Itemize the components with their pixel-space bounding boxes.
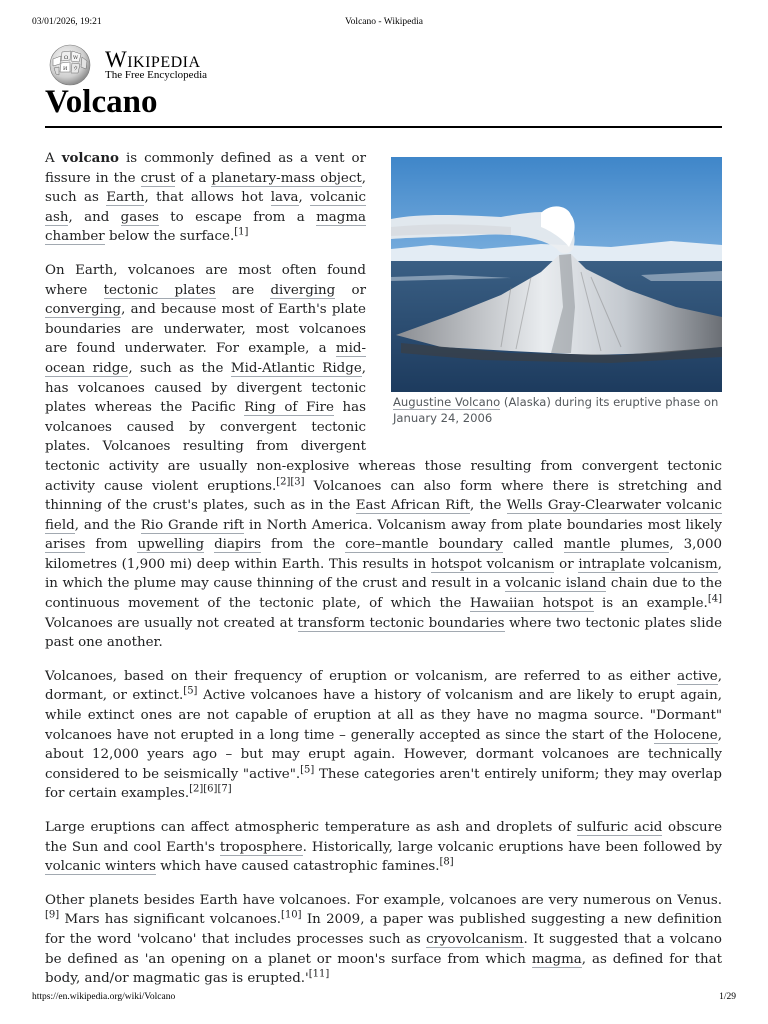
link-mantle-plumes[interactable]: mantle plumes <box>563 537 670 553</box>
link-gases[interactable]: gases <box>120 209 159 225</box>
text-run: from the <box>261 537 346 553</box>
link-converging[interactable]: converging <box>45 302 122 318</box>
text-run: , <box>298 190 311 206</box>
svg-text:Ω: Ω <box>64 55 69 61</box>
print-header <box>32 17 736 29</box>
text-run: , and the <box>74 517 141 533</box>
link-mid-ocean-ridge[interactable]: mid-ocean ridge <box>45 341 366 376</box>
citation-link[interactable]: [1] <box>234 226 249 238</box>
citation-link[interactable]: [2] <box>276 476 291 488</box>
text-run: , has volcanoes caused by divergent tectonic plates whereas the Pacific <box>45 360 367 416</box>
link-cryovolcanism[interactable]: cryovolcanism <box>426 931 524 947</box>
bold-term: volcano <box>61 150 119 166</box>
link-sulfuric-acid[interactable]: sulfuric acid <box>576 820 663 835</box>
link-planetary-mass-object[interactable]: planetary-mass object <box>211 170 362 186</box>
text-run: , the <box>470 498 507 514</box>
citation-link[interactable]: [4] <box>707 593 722 605</box>
page-title: Volcano <box>45 84 158 120</box>
text-run: . Historically, large volcanic eruptions have been followed by <box>302 839 722 855</box>
citation <box>300 764 314 775</box>
text-run: Large eruptions can affect atmospheric temperature as ash and droplets of <box>45 820 577 835</box>
link-hotspot-volcanism[interactable]: hotspot volcanism <box>430 556 555 572</box>
citation <box>183 686 197 697</box>
citation <box>276 476 290 487</box>
citation <box>440 857 454 868</box>
link-rio-grande-rift[interactable]: Rio Grande rift <box>140 517 245 533</box>
link-tectonic-plates[interactable]: tectonic plates <box>103 282 216 298</box>
link-magma[interactable]: magma <box>531 951 582 967</box>
text-run: are <box>215 282 271 298</box>
text-run: obscure the Sun and cool Earth's <box>45 820 722 855</box>
citation-link[interactable]: [8] <box>439 856 454 868</box>
caption-link-augustine-volcano[interactable]: Augustine Volcano <box>393 395 501 409</box>
citation-link[interactable]: [6] <box>203 783 218 795</box>
print-footer <box>32 992 736 1004</box>
print-page-title: Volcano - Wikipedia <box>345 17 423 27</box>
link-diapirs[interactable]: diapirs <box>214 537 262 553</box>
image-caption <box>391 394 722 426</box>
title-divider <box>45 126 722 128</box>
citation <box>234 227 248 238</box>
text-run: On Earth, volcanoes are most often found where <box>45 262 366 298</box>
text-run: , and <box>68 209 121 225</box>
paragraph-3 <box>45 667 722 804</box>
link-diverging[interactable]: diverging <box>270 282 336 298</box>
text-run: is an example. <box>593 596 708 612</box>
citation <box>217 784 231 795</box>
citation-link[interactable]: [2] <box>189 783 204 795</box>
svg-text:И: И <box>63 66 68 72</box>
text-run: which have caused catastrophic famines. <box>156 859 440 875</box>
link-active[interactable]: active <box>677 668 718 684</box>
svg-text:ウ: ウ <box>73 66 79 72</box>
link-crust[interactable]: crust <box>140 170 176 186</box>
link-troposphere[interactable]: troposphere <box>219 839 303 855</box>
text-run: , that allows hot <box>144 190 271 206</box>
wikipedia-wordmark: Wikipedia <box>105 47 201 72</box>
text-run: where two tectonic plates slide past one another. <box>45 615 722 651</box>
citation-link[interactable]: [5] <box>183 685 198 697</box>
link-ring-of-fire[interactable]: Ring of Fire <box>244 400 334 416</box>
text-run: or <box>335 282 366 298</box>
print-datetime: 03/01/2026, 19:21 <box>32 17 102 27</box>
article-body <box>45 149 722 1003</box>
text-run: Active volcanoes have a history of volcanism and are likely to erupt again, while extinct ones are not capable of eruption at all as they have no magma source. "Dormant" volcanoes have not erupted in a long time – generally accepted as since the start of the <box>45 688 722 743</box>
wikipedia-tagline: The Free Encyclopedia <box>105 69 208 81</box>
paragraph-5 <box>45 891 722 989</box>
text-run: , and because most of Earth's plate boundaries are underwater, most volcanoes are found underwater. For example, a <box>45 302 366 357</box>
wikipedia-globe-icon <box>45 43 95 87</box>
link-volcanic-island[interactable]: volcanic island <box>505 576 607 592</box>
text-run: to escape from a <box>158 209 317 225</box>
link-holocene[interactable]: Holocene <box>653 727 718 743</box>
caption-text: (Alaska) during its eruptive phase on January 24, 2006 <box>393 395 719 425</box>
link-arises[interactable]: arises <box>45 537 86 553</box>
text-run: or <box>554 556 579 572</box>
text-run: is commonly defined as a vent or fissure in the <box>45 151 366 186</box>
text-run: Volcanoes can also form where there is stretching and thinning of the crust's plates, such as in the <box>45 478 722 514</box>
text-run: , such as the <box>128 360 231 376</box>
text-run: , dormant, or extinct. <box>45 668 722 704</box>
citation <box>708 594 722 605</box>
link-core-mantle-boundary[interactable]: core–mantle boundary <box>345 537 503 553</box>
citation <box>290 476 304 487</box>
link-volcanic-winters[interactable]: volcanic winters <box>45 859 157 875</box>
link-magma-chamber[interactable]: magma chamber <box>45 209 367 245</box>
text-run: below the surface. <box>104 229 235 245</box>
citation <box>189 784 203 795</box>
link-east-african-rift[interactable]: East African Rift <box>355 498 471 514</box>
citation <box>281 910 302 921</box>
citation <box>309 969 330 980</box>
text-run: These categories aren't entirely uniform; they may overlap for certain examples. <box>45 766 722 802</box>
text-run: In 2009, a paper was published suggesting a new definition for the word 'volcano' that includes processes such as <box>45 912 722 947</box>
text-run <box>204 537 214 552</box>
link-wells-gray-clearwater-volcanic-field[interactable]: Wells Gray-Clearwater volcanic field <box>45 498 723 533</box>
text-run: chain due to the continuous movement of the tectonic plate, of which the <box>45 576 722 612</box>
citation-link[interactable]: [3] <box>290 476 305 488</box>
citation-link[interactable]: [11] <box>308 968 330 980</box>
citation-link[interactable]: [7] <box>217 783 232 795</box>
svg-text:W: W <box>73 55 79 61</box>
text-run: , in which the plume may cause thinning of the crust and result in a <box>45 556 722 592</box>
citation-link[interactable]: [10] <box>281 909 302 921</box>
text-run: Other planets besides Earth have volcanoes. For example, volcanoes are very numerous on Venus. <box>45 892 722 908</box>
print-url: https://en.wikipedia.org/wiki/Volcano <box>32 992 176 1002</box>
infobox-image <box>391 157 722 426</box>
text-run: Volcanoes are usually not created at <box>45 615 298 631</box>
text-run: Mars has significant volcanoes. <box>59 912 282 928</box>
link-volcanic-ash[interactable]: volcanic ash <box>45 190 366 225</box>
link-lava[interactable]: lava <box>270 190 299 206</box>
citation-link[interactable]: [9] <box>45 909 60 921</box>
link-upwelling[interactable]: upwelling <box>137 537 205 553</box>
text-run: in North America. Volcanism away from plate boundaries most likely <box>244 517 722 533</box>
text-run: , about 12,000 years ago – but may erupt again. However, dormant volcanoes are technically considered to be seismically "active". <box>45 727 722 782</box>
text-run: , 3,000 kilometres (1,900 mi) deep within Earth. This results in <box>45 537 722 572</box>
text-run: of a <box>175 170 212 186</box>
text-run: , as defined for that body, and/or magmatic gas is erupted.' <box>45 951 722 987</box>
link-intraplate-volcanism[interactable]: intraplate volcanism <box>578 556 718 572</box>
text-run: Volcanoes, based on their frequency of eruption or volcanism, are referred to as either <box>45 668 678 684</box>
text-run: called <box>502 537 564 553</box>
link-earth[interactable]: Earth <box>106 190 145 206</box>
citation <box>203 784 217 795</box>
link-transform-tectonic-boundaries[interactable]: transform tectonic boundaries <box>297 615 505 631</box>
link-mid-atlantic-ridge[interactable]: Mid-Atlantic Ridge <box>230 360 362 376</box>
text-run: from <box>85 537 138 553</box>
link-hawaiian-hotspot[interactable]: Hawaiian hotspot <box>469 596 594 612</box>
text-run: , such as <box>45 170 367 206</box>
citation-link[interactable]: [5] <box>300 764 315 776</box>
augustine-volcano-photo[interactable] <box>391 157 722 392</box>
text-run: A <box>45 151 62 166</box>
citation <box>45 910 59 921</box>
text-run: . It suggested that a volcano be defined as 'an opening on a planet or moon's surface from which <box>45 931 722 967</box>
text-run: has volcanoes caused by convergent tectonic plates. Volcanoes resulting from divergent tectonic activity are usually non-explosive whereas those resulting from convergent tectonic activity cause violent eruptions. <box>45 400 722 494</box>
paragraph-4 <box>45 818 722 877</box>
print-page-number: 1/29 <box>719 992 736 1002</box>
